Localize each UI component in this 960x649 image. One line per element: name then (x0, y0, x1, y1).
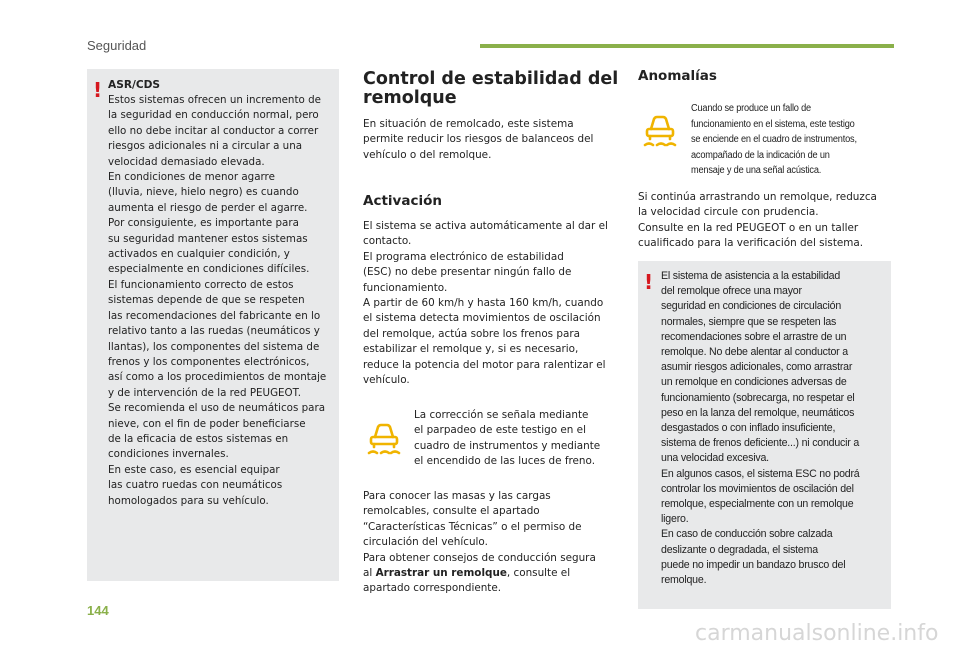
intro-text: En situación de remolcado, este sistema permite reducir los riesgos de balanceos del vehículo o del remolque. (363, 118, 594, 161)
outro-link-text: Arrastrar un remolque (375, 567, 507, 580)
section-title: Seguridad (87, 38, 147, 53)
anomalies-body: Si continúa arrastrando un remolque, reduzca la velocidad circule con prudencia. Consulte en la red PEUGEOT o en un taller cualificado para la verificación del sistema. (638, 191, 877, 250)
warning-icon: ! (644, 270, 654, 294)
activation-body: El sistema se activa automáticamente al dar el contacto. El programa electrónico de estabilidad (ESC) no debe presentar ningún fallo de funcionamiento. A partir de 60 km/h y hasta 160 km/h, cuando el sistema detecta movimientos de oscilación del remolque, actúa sobre los frenos para estabilizar el remolque y, si es necesario, reduce la potencia del motor para ralentizar el vehículo. (363, 220, 608, 387)
activation-icon-note: La corrección se señala mediante el parpadeo de este testigo en el cuadro de instrumentos y mediante el encendido de las luces de freno. (414, 409, 601, 468)
outro-part1: Para conocer las masas y las cargas remolcables, consulte el apartado “Características Técnicas” o el permiso de circulación del vehículo. Para obtener consejos de conducción segura al (363, 490, 596, 580)
page-title: Control de estabilidad del remolque (363, 69, 619, 108)
left-warning-box (87, 69, 339, 581)
outro-text (363, 489, 625, 597)
anomalies-icon-note: Cuando se produce un fallo de funcionamiento en el sistema, este testigo se enciende en el cuadro de instrumentos, acompañado de la indicación de un mensaje y de una señal acústica. (691, 103, 857, 176)
outro-part2: , consulte el apartado correspondiente. (363, 567, 571, 595)
watermark: carmanualsonline.info (695, 621, 939, 646)
right-warning-box (638, 261, 891, 609)
page-number: 144 (87, 603, 109, 618)
section-divider (480, 44, 894, 48)
anomalies-heading: Anomalías (638, 68, 717, 84)
activation-heading: Activación (363, 193, 442, 209)
stability-warning-body: El sistema de asistencia a la estabilidad del remolque ofrece una mayor seguridad en condiciones de circulación normales, siempre que se respeten las recomendaciones sobre el arrastre de un remolque. No debe alentar al conductor a asumir riesgos adicionales, como arrastrar un remolque en condiciones adversas de funcionamiento (sobrecarga, no respetar el peso en la lanza del remolque, neumáticos desgastados o con inflado insuficiente, sistema de frenos deficiente...) ni conducir a una velocidad excesiva. En algunos casos, el sistema ESC no podrá controlar los movimientos de oscilación del remolque, especialmente con un remolque ligero. En caso de conducción sobre calzada deslizante o degradada, el sistema puede no impedir un bandazo brusco del remolque. (661, 270, 860, 587)
asr-cds-heading: ASR/CDS (108, 79, 161, 91)
trailer-stability-fault-icon (640, 112, 680, 148)
warning-icon: ! (93, 78, 103, 102)
trailer-stability-warning-icon (364, 420, 404, 456)
asr-cds-body: Estos sistemas ofrecen un incremento de la seguridad en conducción normal, pero ello no debe incitar al conductor a correr riesgos adicionales ni a circular a una velocidad demasiado elevada. En condiciones de menor agarre (lluvia, nieve, hielo negro) es cuando aumenta el riesgo de perder el agarre. Por consiguiente, es importante para su seguridad mantener estos sistemas activados en cualquier condición, y especialmente en condiciones difíciles. El funcionamiento correcto de estos sistemas depende de que se respeten las recomendaciones del fabricante en lo relativo tanto a las ruedas (neumáticos y llantas), los componentes del sistema de frenos y los componentes electrónicos, así como a los procedimientos de montaje y de intervención de la red PEUGEOT. Se recomienda el uso de neumáticos para nieve, con el fin de poder beneficiarse de la eficacia de estos sistemas en condiciones invernales. En este caso, es esencial equipar las cuatro ruedas con neumáticos homologados para su vehículo. (108, 94, 327, 507)
